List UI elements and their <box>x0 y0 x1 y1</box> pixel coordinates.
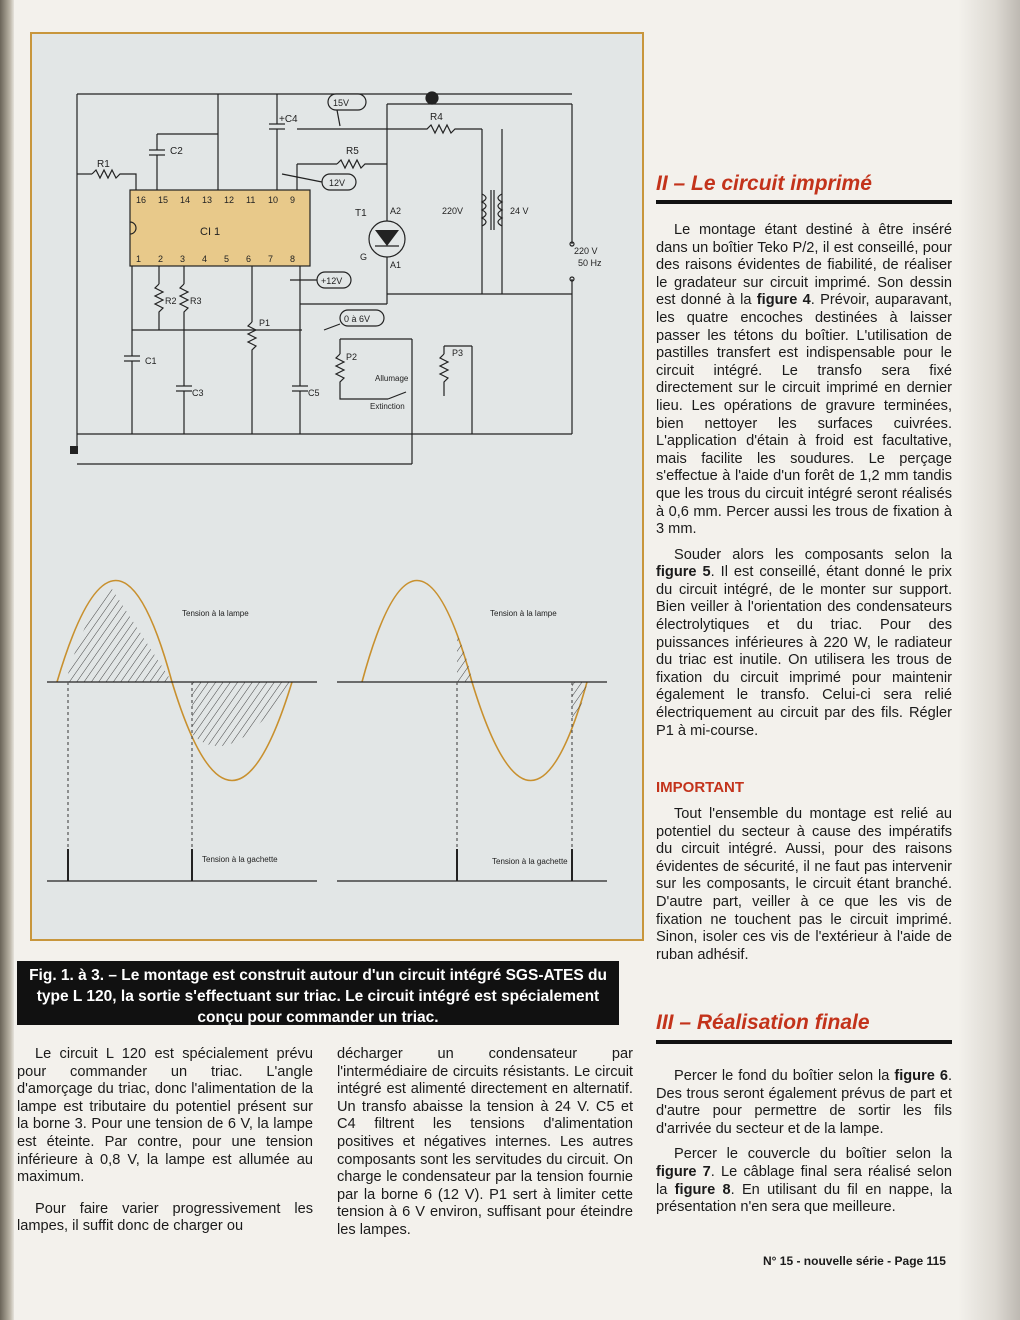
section-title-3: III – Réalisation finale <box>656 1011 870 1034</box>
section-title-2: II – Le circuit imprimé <box>656 172 872 195</box>
figure-frame <box>30 32 644 941</box>
label-24v: 24 V <box>510 206 529 216</box>
ic-pin-label: 13 <box>202 195 213 205</box>
figure-caption: Fig. 1. à 3. – Le montage est construit autour d'un circuit intégré SGS-ATES du type L 120, la sortie s'effectuant sur triac. Le circuit intégré est spécialement conçu pour commander un triac. <box>17 961 619 1025</box>
ic-pin-label: 6 <box>246 254 252 264</box>
label-lamp-right: Tension à la lampe <box>490 609 557 618</box>
text-column-middle <box>337 1046 633 1248</box>
ic-pin-label: 5 <box>224 254 230 264</box>
label-gate-right: Tension à la gachette <box>492 857 568 866</box>
figure-ref: figure 5 <box>656 564 711 581</box>
ic-label: CI 1 <box>200 226 221 238</box>
figure-ref: figure 6 <box>894 1068 948 1084</box>
label-gate-left: Tension à la gachette <box>202 855 278 864</box>
label-g: G <box>360 252 368 262</box>
ic-pin-label: 14 <box>180 195 191 205</box>
figure-ref: figure 4 <box>756 292 811 309</box>
binding-spine <box>0 0 14 1320</box>
label-r2: R2 <box>165 296 177 306</box>
label-r4: R4 <box>430 112 443 123</box>
ground-symbol <box>70 446 78 454</box>
section-rule <box>656 200 952 204</box>
label-12v: 12V <box>329 178 346 188</box>
label-c5: C5 <box>308 388 320 398</box>
ic-pin-label: 9 <box>290 195 296 205</box>
figure-ref: figure 8 <box>674 1181 731 1198</box>
label-c3: C3 <box>192 388 204 398</box>
ic-pin-label: 15 <box>158 195 169 205</box>
ic-pin-label: 16 <box>136 195 147 205</box>
label-p1: P1 <box>259 318 271 328</box>
ic-pin-label: 12 <box>224 195 235 205</box>
ic-pin-label: 2 <box>158 254 164 264</box>
paragraph: Percer le fond du boîtier selon la figure 6. Des trous seront également prévus de part et d'autre pour permettre de sortir les fils d'arrivée du secteur et de la lampe. <box>656 1068 952 1137</box>
paragraph: Le montage étant destiné à être inséré dans un boîtier Teko P/2, il est conseillé, pour des raisons évidentes de fiabilité, de réaliser le gradateur sur circuit imprimé. Son dessin est donné à la figure 4. Prévoir, auparavant, les quatre encoches destinées à laisser passer les tétons du boîtier. L'utilisation de pastilles transfert est indispensable pour le circuit intégré. Le transfo sera fixé directement sur le circuit imprimé en dernier lieu. Les opérations de gravure terminées, bien nettoyer les surfaces cuivrées. L'application d'étain à froid est facultative, mais facilite les soudures. Le perçage s'effectue à l'aide d'un forêt de 1,2 mm tandis que les trous du circuit intégré seront réalisés à 0,6 mm. Percer aussi les trous de fixation à 3 mm. <box>656 222 953 538</box>
page-edge-shadow <box>958 0 1020 1320</box>
schematic-figure <box>32 34 642 939</box>
label-220v: 220V <box>442 206 464 216</box>
wave-right-neg <box>472 682 587 781</box>
ic-pin-label: 4 <box>202 254 208 264</box>
label-a2: A2 <box>390 206 402 216</box>
wave-right-pos <box>362 581 472 683</box>
label-p3: P3 <box>452 348 464 358</box>
paragraph: Pour faire varier progressivement les lampes, il suffit donc de charger ou <box>17 1200 313 1235</box>
label-lamp-left: Tension à la lampe <box>182 609 249 618</box>
important-text-block <box>656 806 952 972</box>
label-freq: 50 Hz <box>578 258 602 268</box>
paragraph: Tout l'ensemble du montage est relié au potentiel du secteur à cause des impératifs du circuit intégré. Aussi, pour des raisons évidentes de sécurité, il ne faut pas intervenir sur les composants, le circuit étant branché. D'autre part, veiller à ce que les vis de fixation ne touchent pas le circuit imprimé. Sinon, isoler ces vis de l'extérieur à l'aide de ruban adhésif. <box>656 806 952 963</box>
label-r1: R1 <box>97 159 110 170</box>
label-plus12v: +12V <box>321 276 343 286</box>
ic-pin-label: 11 <box>246 195 256 205</box>
paragraph: Souder alors les composants selon la figure 5. Il est conseillé, étant donné le prix du circuit intégré, de le monter sur support. Bien veiller à l'orientation des condensateurs électrolytiques et du triac. Pour des puissances inférieures à 220 W, le radiateur du triac est inutile. On utilisera les trous de fixation du circuit imprimé pour maintenir également le transfo. Celui-ci sera relié électriquement au circuit par des fils. Régler P1 à mi-course. <box>656 546 952 739</box>
text-column-left <box>17 1046 313 1244</box>
label-t1: T1 <box>355 208 367 219</box>
paragraph: Percer le couvercle du boîtier selon la figure 7. Le câblage final sera réalisé selon la figure 8. En utilisant du fil en nappe, la présentation n'en sera que meilleure. <box>656 1146 953 1216</box>
label-c1: C1 <box>145 356 157 366</box>
important-heading: IMPORTANT <box>656 779 745 796</box>
section-rule <box>656 1040 952 1044</box>
label-15v: 15V <box>333 98 350 108</box>
label-a1: A1 <box>390 260 402 270</box>
label-r3: R3 <box>190 296 202 306</box>
text-column-right-bottom <box>656 1068 952 1225</box>
label-c4: +C4 <box>279 114 298 125</box>
label-r5: R5 <box>346 146 359 157</box>
label-0a6v: 0 à 6V <box>344 314 371 324</box>
ic-pin-label: 10 <box>268 195 279 205</box>
label-mains: 220 V <box>574 246 598 256</box>
label-extinction: Extinction <box>370 402 405 411</box>
page-footer: N° 15 - nouvelle série - Page 115 <box>763 1254 946 1268</box>
paragraph: Le circuit L 120 est spécialement prévu pour commander un triac. L'angle d'amorçage du triac, donc l'alimentation de la lampe est tributaire du potentiel présent sur la borne 3. Pour une tension de 6 V, la lampe est éteinte. Par contre, pour une tension inférieure à 0,8 V, la lampe est allumée au maximum. <box>17 1046 313 1186</box>
label-p2: P2 <box>346 352 358 362</box>
label-allumage: Allumage <box>375 374 409 383</box>
text-column-right <box>656 222 952 748</box>
paragraph: décharger un condensateur par l'intermédiaire de circuits résistants. Le circuit intégré est alimenté directement en alternatif. Un transfo abaisse la tension à 24 V. C5 et C4 filtrent les tensions d'alimentation positives et négatives internes. Les autres composants sont les servitudes du circuit. On charge le condensateur par la tension fournie par la borne 6 (12 V). P1 sert à limiter cette tension à 6 V environ, suffisant pour éteindre les lampes. <box>337 1046 633 1238</box>
label-c2: C2 <box>170 146 183 157</box>
ic-pin-label: 8 <box>290 254 296 264</box>
figure-ref: figure 7 <box>656 1163 711 1180</box>
ic-pin-label: 3 <box>180 254 186 264</box>
ic-pin-label: 1 <box>136 254 142 264</box>
ic-pin-label: 7 <box>268 254 274 264</box>
